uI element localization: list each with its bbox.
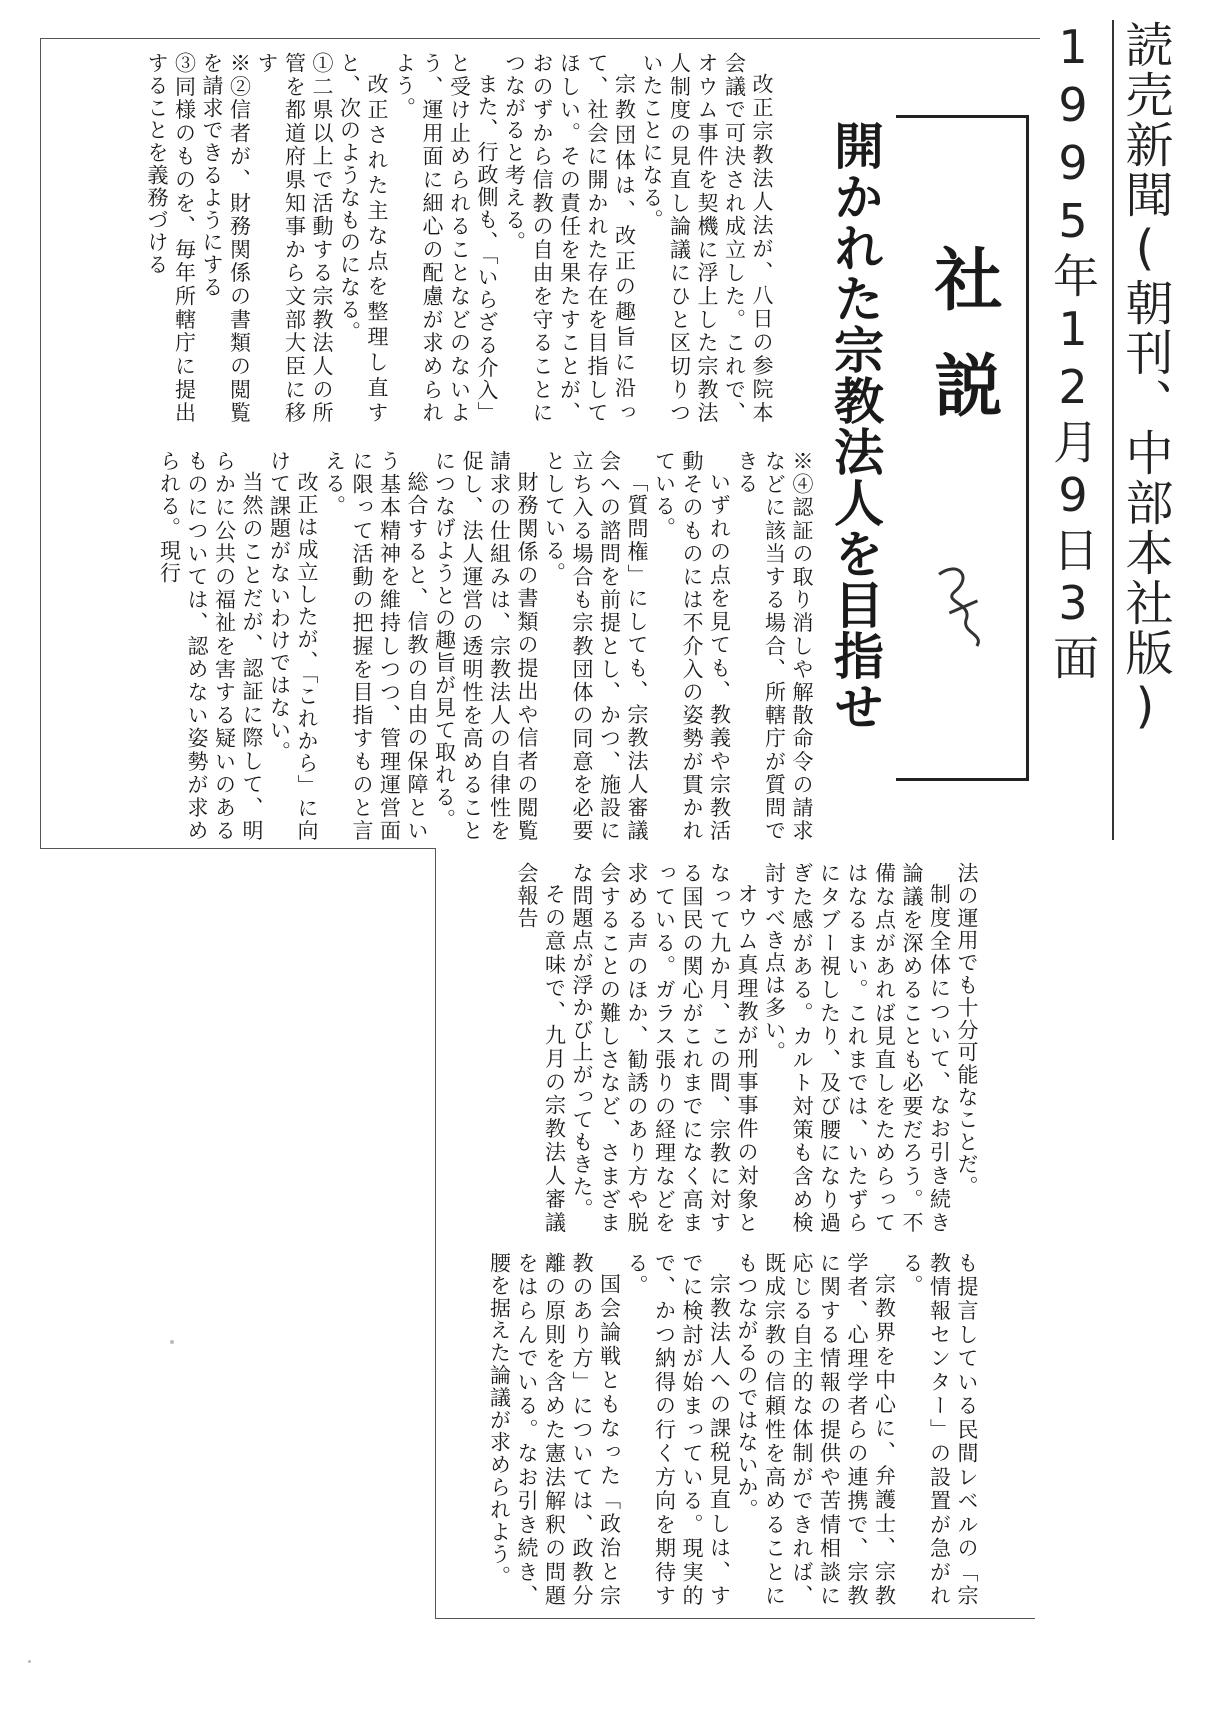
paragraph: 財務関係の書類の提出や信者の閲覧請求の仕組みは、宗教法人の自律性を促し、法人運営の透明性を高めることにつなげようとの趣旨が見て取れる。	[432, 450, 539, 842]
paragraph: オウム真理教が刑事事件の対象となって九か月、この間、宗教に対する国民の関心がこれまでになく高まっている。ガラス張りの経理などを求める声のほか、勧誘のあり方や脱会することの難しさなど、さまざまな問題点が浮かび上がってもきた。	[570, 862, 759, 1234]
paragraph: 宗教界を中心に、弁護士、宗教学者、心理学者らの連携で、宗教に関する情報の提供や苦情相談に応じる自主的な体制ができれば、既成宗教の信頼性を高めることにもつながるのではないか。	[735, 1252, 897, 1607]
scan-speck	[28, 1660, 31, 1663]
article-body-block-1	[55, 52, 775, 424]
list-item: ①二県以上で活動する宗教法人の所管を都道府県知事から文部大臣に移す	[255, 52, 334, 424]
paragraph: も提言している民間レベルの「宗教情報センター」の設置が急がれる。	[900, 1252, 979, 1607]
paragraph: いずれの点を見ても、教義や宗教活動そのものには不介入の姿勢が貫かれている。	[652, 450, 732, 842]
paragraph: 宗教団体は、改正の趣旨に沿って、社会に開かれた存在を目指してほしい。その責任を果たすことが、おのずから信教の自由を守ることにつながると考える。	[502, 52, 637, 424]
clipping-edge-step	[40, 848, 435, 849]
section-title: 社説	[923, 244, 1003, 456]
clipping-edge-left	[40, 38, 41, 848]
paragraph: 改正宗教法人法が、八日の参院本会議で可決され成立した。これで、オウム事件を契機に浮上した宗教法人制度の見直し論議にひと区切りついたことになる。	[640, 52, 774, 424]
paragraph: その意味で、九月の宗教法人審議会報告	[515, 862, 567, 1234]
paragraph: 宗教法人への課税見直しは、すでに検討が始まっている。現実的で、かつ納得の行く方向を期待する。	[625, 1252, 732, 1607]
paragraph: また、行政側も、「いらざる介入」と受け止められることなどのないよう、運用面に細心の配慮が求められよう。	[392, 52, 499, 424]
article-body-block-2	[55, 450, 815, 842]
article-body-block-3	[440, 862, 980, 1234]
paragraph: 法の運用でも十分可能なことだ。	[955, 862, 979, 1198]
clipping-edge-bottom	[435, 1618, 1035, 1619]
paragraph: 改正された主な点を整理し直すと、次のようなものになる。	[337, 52, 389, 424]
paragraph: 国会論戦ともなった「政治と宗教のあり方」については、政教分離の原則を含めた憲法解釈の問題をはらんでいる。なお引き続き、腰を据えた論議が求められよう。	[487, 1252, 622, 1607]
scan-speck	[170, 1340, 174, 1344]
article-headline: 開かれた宗教法人を目指せ	[826, 120, 885, 732]
list-item: ※④認証の取り消しや解散命令の請求などに該当する場合、所轄庁が質問できる	[735, 450, 814, 842]
paragraph: 改正は成立したが、「これから」に向けて課題がないわけではない。	[267, 450, 319, 842]
source-newspaper-label: 読売新聞(朝刊、中部本社版)	[1112, 20, 1170, 840]
list-item: ③同様のものを、毎年所轄庁に提出することを義務づける	[145, 52, 197, 424]
clipping-edge-top	[40, 38, 1040, 39]
source-date-label: 1995年12月9日3面	[1046, 20, 1100, 684]
clipping-edge-left-lower	[435, 848, 436, 1618]
article-body-block-4	[440, 1252, 980, 1607]
paragraph: 制度全体について、なお引き続き論議を深めることも必要だろう。不備な点があれば見直しをためらってはなるまい。これまでは、いたずらにタブー視したり、及び腰になり過ぎた感がある。カルト対策も含め検討すべき点は多い。	[762, 862, 952, 1234]
list-item: ※②信者が、財務関係の書類の閲覧を請求できるようにする	[200, 52, 252, 424]
paragraph: 当然のことだが、認証に際して、明らかに公共の福祉を害する疑いのあるものについては、認めない姿勢が求められる。現行	[157, 450, 264, 842]
paragraph: 総合すると、信教の自由の保障という基本精神を維持しつつ、管理運営面に限って活動の把握を目指すものと言える。	[322, 450, 429, 842]
paragraph: 「質問権」にしても、宗教法人審議会への諮問を前提とし、かつ、施設に立ち入る場合も宗教団体の同意を必要としている。	[542, 450, 649, 842]
